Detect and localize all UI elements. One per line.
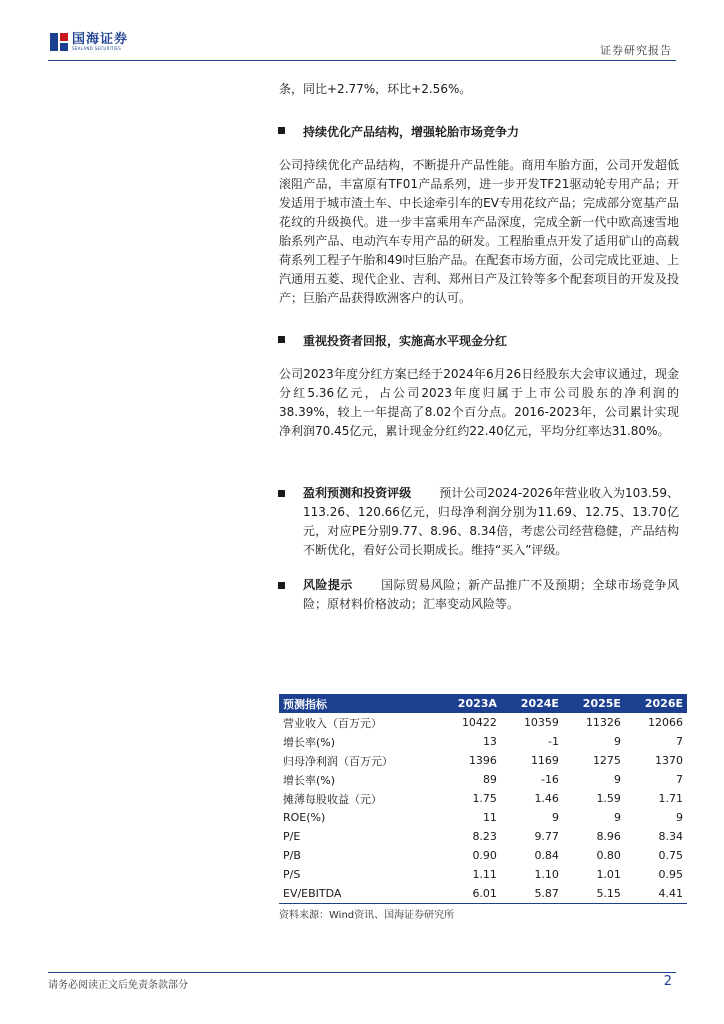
table-header-cell: 2025E <box>563 694 625 713</box>
table-cell: P/B <box>283 849 301 862</box>
footer-divider <box>48 972 676 973</box>
table-cell: 9 <box>676 811 683 824</box>
table-cell: 9 <box>613 811 621 824</box>
logo-chinese-name: 国海证券 <box>72 32 129 47</box>
table-cell: 营业收入（百万元） <box>283 716 382 730</box>
table-cell: 1.46 <box>534 792 559 805</box>
forecast-table <box>279 694 687 904</box>
table-cell: 89 <box>482 773 497 786</box>
table-cell: 8.96 <box>596 830 621 843</box>
table-cell: 4.41 <box>625 884 687 904</box>
table-cell: 9.77 <box>534 830 559 843</box>
table-cell: 7 <box>676 773 683 786</box>
table-cell: 1396 <box>468 754 497 767</box>
table-row <box>279 827 687 846</box>
bullet-square-icon <box>278 127 285 134</box>
table-row <box>279 808 687 827</box>
table-cell: 9 <box>551 811 559 824</box>
table-header-cell: 2023A <box>438 694 501 713</box>
table-row <box>279 884 687 904</box>
table-cell: -16 <box>540 773 559 786</box>
table-cell: 9 <box>613 773 621 786</box>
table-cell: EV/EBITDA <box>279 884 438 904</box>
table-cell: 1370 <box>655 754 683 767</box>
table-header-cell: 2024E <box>501 694 563 713</box>
table-cell: -1 <box>547 735 559 748</box>
table-cell: 0.90 <box>472 849 497 862</box>
table-cell: 11 <box>482 811 497 824</box>
page-number: 2 <box>663 974 672 989</box>
table-cell: 8.23 <box>472 830 497 843</box>
table-cell: P/S <box>283 868 301 881</box>
table-cell: 7 <box>676 735 683 748</box>
logo-english-name: SEALAND SECURITIES <box>72 46 122 51</box>
forecast-block <box>279 484 679 560</box>
table-cell: 0.80 <box>596 849 621 862</box>
table-header-row <box>279 694 687 713</box>
table-row <box>279 789 687 808</box>
risk-text: 国际贸易风险；新产品推广不及预期；全球市场竞争风险；原材料价格波动；汇率变动风险等。 <box>303 578 679 611</box>
company-logo <box>50 32 128 52</box>
logo-mark-icon <box>50 33 68 51</box>
table-row <box>279 751 687 770</box>
table-cell: 10422 <box>461 716 497 729</box>
risk-block <box>279 576 679 614</box>
table-cell: 1169 <box>530 754 559 767</box>
table-cell: 1.75 <box>472 792 497 805</box>
report-type-label: 证券研究报告 <box>600 44 672 57</box>
table-cell: 1.71 <box>658 792 683 805</box>
table-header-cell: 2026E <box>625 694 687 713</box>
table-row <box>279 713 687 732</box>
section-paragraph-product: 公司持续优化产品结构，不断提升产品性能。商用车胎方面，公司开发超低滚阻产品，丰富原有TF01产品系列，进一步开发TF21驱动轮专用产品；开发适用于城市渣土车、中长途牵引车的EV专用花纹产品；完成部分宽基产品花纹的升级换代。进一步丰富乘用车产品深度，完成全新一代中欧高速雪地胎系列产品、电动汽车专用产品的研发。工程胎重点开发了适用矿山的高载荷系列工程子午胎和49吋巨胎产品。在配套市场方面，公司完成比亚迪、上汽通用五菱、现代企业、吉利、郑州日产及江铃等多个配套项目的开发及投产；巨胎产品获得欧洲客户的认可。 <box>279 158 679 305</box>
table-cell: 增长率(%) <box>283 735 336 749</box>
header-divider <box>48 60 676 61</box>
table-cell: 1275 <box>592 754 621 767</box>
forecast-text: 预计公司2024-2026年营业收入为103.59、113.26、120.66亿元，归母净利润分别为11.69、12.75、13.70亿元，对应PE分别9.77、8.96、8.34倍，考虑公司经营稳健，产品结构不断优化，看好公司长期成长。维持“买入”评级。 <box>303 486 679 557</box>
table-cell: 1.59 <box>596 792 621 805</box>
bullet-square-icon <box>278 336 285 343</box>
section-paragraph-dividend: 公司2023年度分红方案已经于2024年6月26日经股东大会审议通过，现金分红5.36亿元，占公司2023年度归属于上市公司股东的净利润的38.39%，较上一年提高了8.02个百分点。2016-2023年，公司累计实现净利润70.45亿元，累计现金分红约22.40亿元，平均分红率达31.80%。 <box>279 367 679 438</box>
table-cell: 1.01 <box>596 868 621 881</box>
table-cell: 8.34 <box>658 830 683 843</box>
bullet-square-icon <box>278 490 285 497</box>
table-cell: 归母净利润（百万元） <box>283 754 393 768</box>
table-cell: 12066 <box>648 716 683 729</box>
table-cell: 0.75 <box>658 849 683 862</box>
risk-label: 风险提示 <box>303 578 353 592</box>
intro-line: 条，同比+2.77%，环比+2.56%。 <box>279 82 472 96</box>
table-cell: 6.01 <box>438 884 501 904</box>
table-cell: 5.87 <box>501 884 563 904</box>
table-source-note: 资料来源：Wind资讯、国海证券研究所 <box>279 910 455 921</box>
table-cell: 13 <box>482 735 497 748</box>
table-row <box>279 846 687 865</box>
table-cell: 0.84 <box>534 849 559 862</box>
table-cell: 10359 <box>523 716 559 729</box>
table-cell: 摊薄每股收益（元） <box>283 792 382 806</box>
forecast-label: 盈利预测和投资评级 <box>303 486 412 500</box>
table-cell: 增长率(%) <box>283 773 336 787</box>
table-cell: ROE(%) <box>283 811 326 824</box>
table-cell: 5.15 <box>563 884 625 904</box>
table-header-cell: 预测指标 <box>279 694 438 713</box>
table-cell: 11326 <box>585 716 621 729</box>
table-cell: 1.11 <box>472 868 497 881</box>
table-row <box>279 865 687 884</box>
table-cell: 0.95 <box>658 868 683 881</box>
bullet-square-icon <box>278 582 285 589</box>
table-cell: 1.10 <box>534 868 559 881</box>
disclaimer-note: 请务必阅读正文后免责条款部分 <box>48 980 188 991</box>
table-cell: 9 <box>613 735 621 748</box>
table-cell: P/E <box>283 830 301 843</box>
table-row <box>279 770 687 789</box>
table-row <box>279 732 687 751</box>
